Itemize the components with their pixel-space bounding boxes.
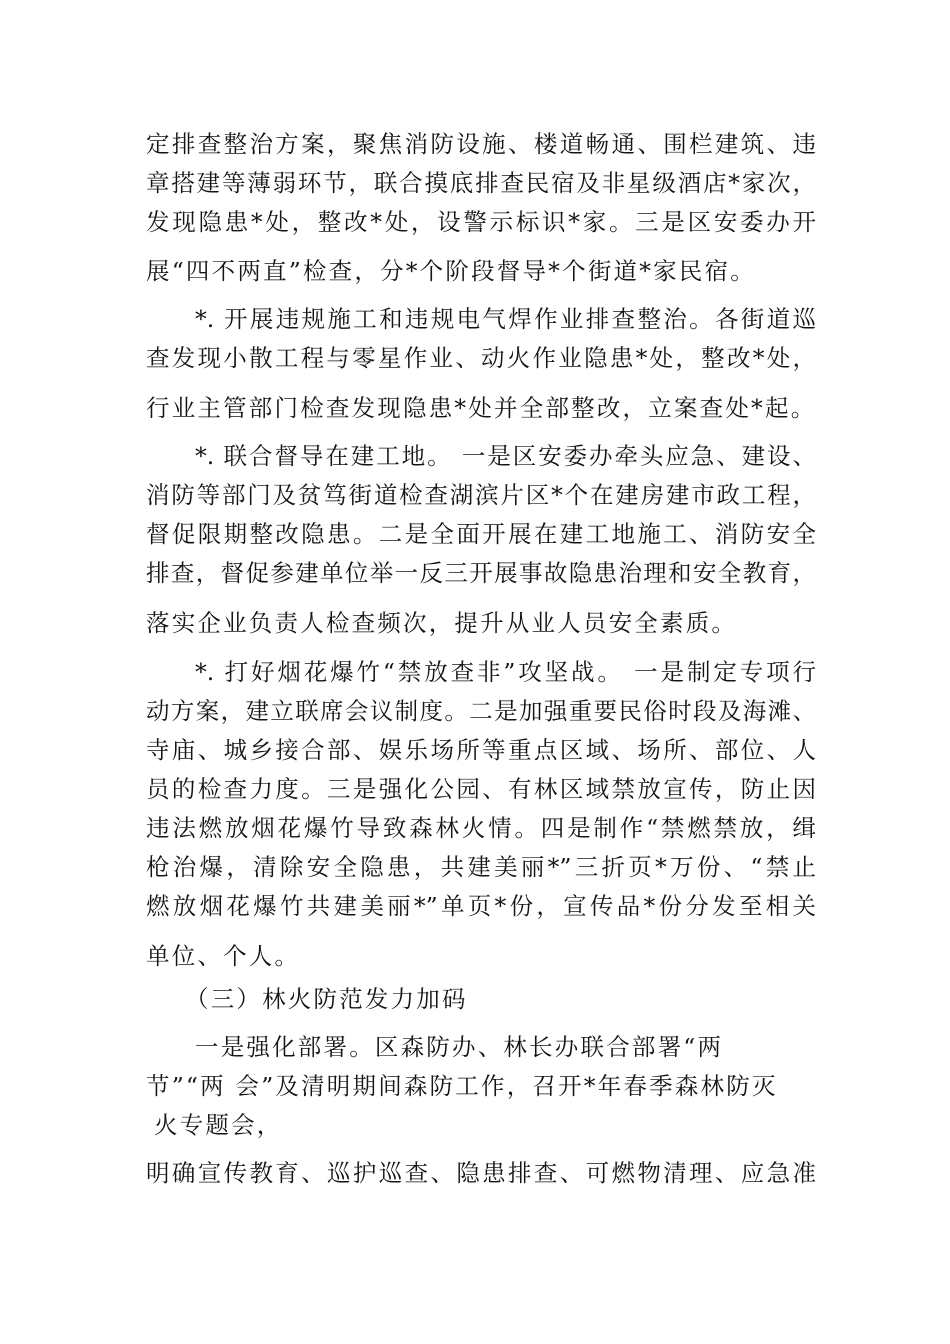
text-line: 节”“两 会”及清明期间森防工作，召开*年春季森林防灭	[146, 1072, 778, 1100]
text-line: 燃放烟花爆竹共建美丽*”单页*份，宣传品*份分发至相关	[146, 892, 816, 920]
text-line: 枪治爆，清除安全隐患，共建美丽*”三折页*万份、“禁止	[146, 853, 816, 881]
text-line: 落实企业负责人检查频次，提升从业人员安全素质。	[146, 609, 738, 637]
text-line: 单位、个人。	[146, 942, 301, 970]
paragraph-start-line: *. 打好烟花爆竹“禁放查非”攻坚战。 一是制定专项行	[195, 658, 816, 686]
text-line: 火专题会，	[154, 1111, 283, 1139]
text-line: 排查，督促参建单位举一反三开展事故隐患治理和安全教育，	[146, 559, 816, 587]
text-line: 寺庙、城乡接合部、娱乐场所等重点区域、场所、部位、人	[146, 736, 816, 764]
text-line: 督促限期整改隐患。二是全面开展在建工地施工、消防安全	[146, 520, 816, 548]
text-line: 违法燃放烟花爆竹导致森林火情。四是制作“禁燃禁放，缉	[146, 814, 816, 842]
text-line: 发现隐患*处，整改*处，设警示标识*家。三是区安委办开	[146, 208, 816, 236]
text-line: 行业主管部门检查发现隐患*处并全部整改，立案查处*起。	[146, 394, 817, 422]
section-heading: （三）林火防范发力加码	[185, 985, 468, 1013]
paragraph-start-line: *. 开展违规施工和违规电气焊作业排查整治。各街道巡	[195, 305, 816, 333]
text-line: 展“四不两直”检查，分*个阶段督导*个街道*家民宿。	[146, 257, 756, 285]
text-line: 查发现小散工程与零星作业、动火作业隐患*处，整改*处，	[146, 344, 816, 372]
paragraph-start-line: 一是强化部署。区森防办、林长办联合部署“两	[195, 1033, 724, 1061]
text-line: 定排查整治方案，聚焦消防设施、楼道畅通、围栏建筑、违	[146, 130, 816, 158]
text-line: 员的检查力度。三是强化公园、有林区域禁放宣传，防止因	[146, 775, 816, 803]
text-line: 明确宣传教育、巡护巡查、隐患排查、可燃物清理、应急准	[146, 1159, 816, 1187]
text-line: 动方案，建立联席会议制度。二是加强重要民俗时段及海滩、	[146, 697, 816, 725]
text-line: 章搭建等薄弱环节，联合摸底排查民宿及非星级酒店*家次，	[146, 169, 816, 197]
text-line: 消防等部门及贫笃街道检查湖滨片区*个在建房建市政工程，	[146, 481, 816, 509]
paragraph-start-line: *. 联合督导在建工地。 一是区安委办牵头应急、建设、	[195, 442, 816, 470]
